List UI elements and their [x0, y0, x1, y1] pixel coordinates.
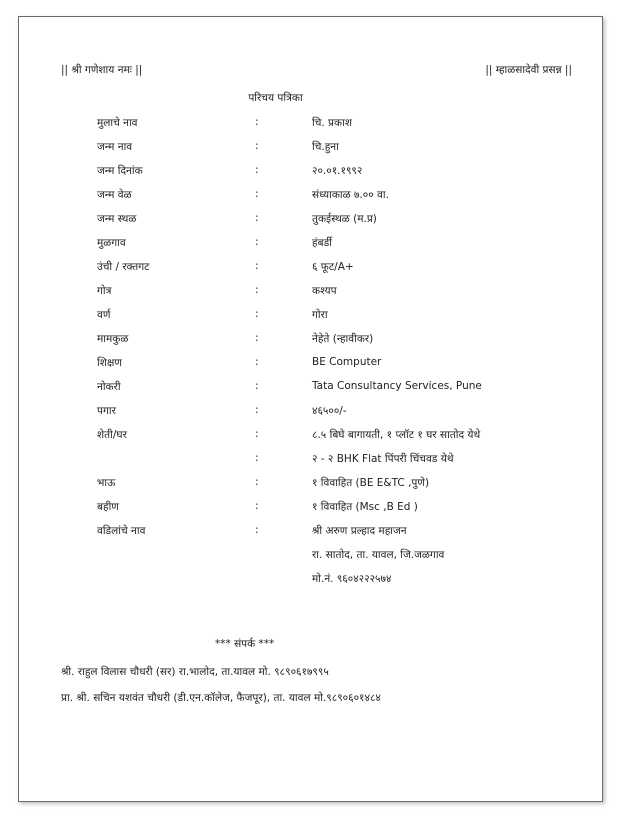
row-label: जन्म वेळ — [97, 189, 132, 201]
detail-row — [19, 472, 602, 496]
row-value: ४६५००/- — [312, 405, 347, 417]
detail-row — [19, 328, 602, 352]
row-value: चि. प्रकाश — [312, 117, 352, 129]
row-label: जन्म दिनांक — [97, 165, 143, 177]
header-right-invocation: || म्हाळसादेवी प्रसन्न || — [485, 64, 572, 76]
detail-row — [19, 304, 602, 328]
row-separator: : — [255, 116, 259, 128]
row-label: मुळगाव — [97, 237, 126, 249]
document-title: परिचय पत्रिका — [248, 92, 303, 104]
detail-row — [19, 448, 602, 472]
row-separator: : — [255, 476, 259, 488]
row-value: नेहेते (न्हावीकर) — [312, 333, 374, 345]
row-label: मुलाचे नाव — [97, 117, 138, 129]
contact-heading: *** संपर्क *** — [215, 638, 275, 650]
row-value: संध्याकाळ ७.०० वा. — [312, 189, 389, 201]
detail-row — [19, 496, 602, 520]
row-separator: : — [255, 380, 259, 392]
row-value: रा. सातोद, ता. यावल, जि.जळगाव — [312, 549, 445, 561]
row-value: हंबर्डी — [312, 237, 332, 249]
row-value: Tata Consultancy Services, Pune — [312, 380, 482, 392]
row-label: वर्ण — [97, 309, 111, 321]
detail-row — [19, 376, 602, 400]
detail-row — [19, 112, 602, 136]
row-label: वडिलांचे नाव — [97, 525, 146, 537]
row-value: गोरा — [312, 309, 328, 321]
row-label: बहीण — [97, 501, 119, 513]
detail-row — [19, 256, 602, 280]
contact-line-2: प्रा. श्री. सचिन यशवंत चौधरी (डी.एन.कॉलेज, फैजपूर), ता. यावल मो.९८९०६०१४८४ — [61, 692, 381, 704]
row-separator: : — [255, 164, 259, 176]
detail-row — [19, 232, 602, 256]
row-separator: : — [255, 500, 259, 512]
row-value: १ विवाहित (BE E&TC ,पुणे) — [312, 477, 430, 489]
detail-row — [19, 568, 602, 592]
contact-line-1: श्री. राहुल विलास चौधरी (सर) रा.भालोद, ता.यावल मो. ९८९०६१७९९५ — [61, 666, 329, 678]
row-separator: : — [255, 260, 259, 272]
document-page — [18, 16, 603, 802]
row-separator: : — [255, 524, 259, 536]
detail-row — [19, 424, 602, 448]
row-value: २०.०१.१९९२ — [312, 165, 363, 177]
detail-row — [19, 160, 602, 184]
row-separator: : — [255, 404, 259, 416]
row-label: जन्म स्थळ — [97, 213, 137, 225]
detail-row — [19, 520, 602, 544]
row-value: चि.हुना — [312, 141, 339, 153]
row-label: गोत्र — [97, 285, 112, 297]
row-label: भाऊ — [97, 477, 116, 489]
row-label: उंची / रक्तगट — [97, 261, 150, 273]
row-separator: : — [255, 236, 259, 248]
row-separator: : — [255, 452, 259, 464]
detail-row — [19, 544, 602, 568]
row-separator: : — [255, 356, 259, 368]
row-separator: : — [255, 212, 259, 224]
row-separator: : — [255, 284, 259, 296]
row-separator: : — [255, 308, 259, 320]
row-value: तुकईस्थळ (म.प्र) — [312, 213, 377, 225]
row-label: नोकरी — [97, 381, 121, 393]
row-value: २ - २ BHK Flat पिंपरी चिंचवड येथे — [312, 453, 454, 465]
detail-row — [19, 280, 602, 304]
row-label: पगार — [97, 405, 116, 417]
row-label: मामकुळ — [97, 333, 129, 345]
row-value: ८.५ बिघे बागायती, १ प्लॉट १ घर सातोद येथे — [312, 429, 481, 441]
row-separator: : — [255, 428, 259, 440]
row-label: जन्म नाव — [97, 141, 133, 153]
details-list — [19, 112, 602, 592]
row-value: १ विवाहित (Msc ,B Ed ) — [312, 501, 418, 513]
detail-row — [19, 400, 602, 424]
detail-row — [19, 136, 602, 160]
row-value: BE Computer — [312, 356, 382, 368]
row-value: कश्यप — [312, 285, 337, 297]
header-left-invocation: || श्री गणेशाय नमः || — [61, 64, 143, 76]
row-label: शेती/घर — [97, 429, 127, 441]
row-separator: : — [255, 332, 259, 344]
row-separator: : — [255, 188, 259, 200]
row-value: ६ फूट/A+ — [312, 261, 354, 273]
detail-row — [19, 208, 602, 232]
row-label: शिक्षण — [97, 357, 122, 369]
page-header — [61, 63, 572, 79]
row-separator: : — [255, 140, 259, 152]
detail-row — [19, 352, 602, 376]
row-value: मो.नं. ९६०४२२२५७४ — [312, 573, 392, 585]
detail-row — [19, 184, 602, 208]
row-value: श्री अरुण प्रल्हाद महाजन — [312, 525, 407, 537]
